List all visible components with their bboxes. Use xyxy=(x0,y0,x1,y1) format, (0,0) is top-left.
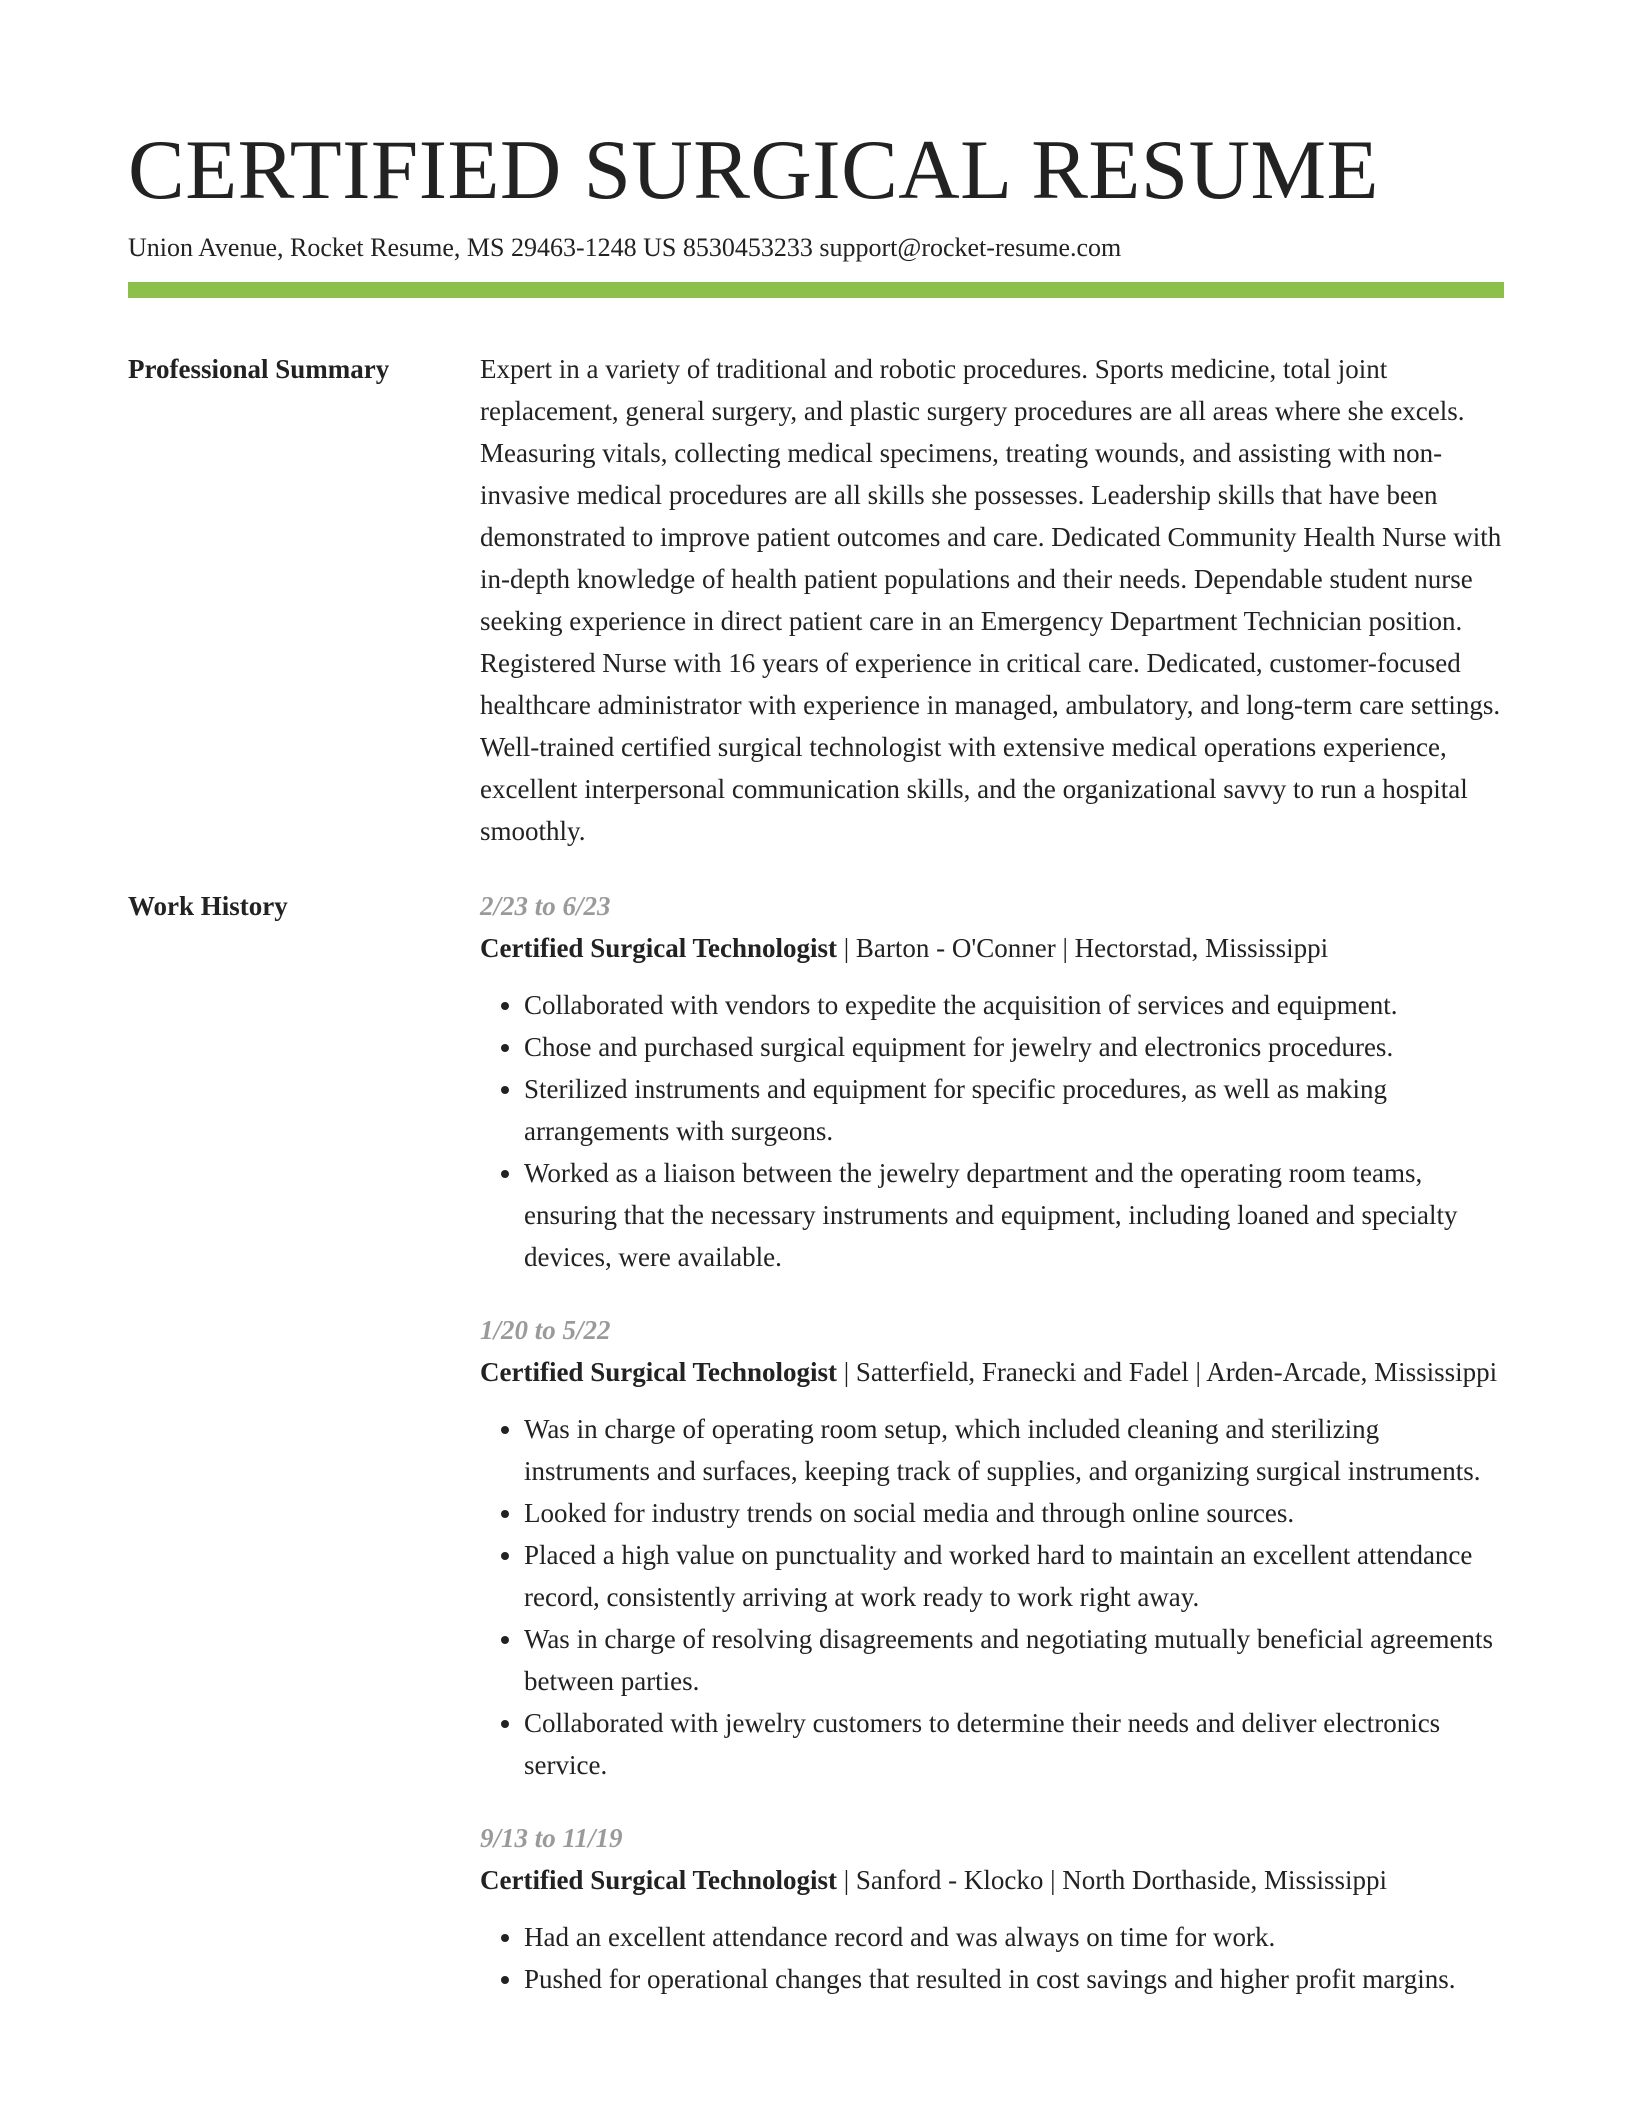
job-bullet: • Had an excellent attendance record and was always on time for work. xyxy=(524,1916,1504,1958)
professional-summary-body xyxy=(480,348,1504,852)
header-divider xyxy=(128,282,1504,298)
job-heading xyxy=(480,927,1504,969)
job-title: Certified Surgical Technologist xyxy=(480,933,837,963)
job-bullet: • Was in charge of resolving disagreements and negotiating mutually beneficial agreements between parties. xyxy=(524,1618,1504,1702)
job-dates: 2/23 to 6/23 xyxy=(480,891,611,921)
job-title: Certified Surgical Technologist xyxy=(480,1357,837,1387)
job-dates: 9/13 to 11/19 xyxy=(480,1823,623,1853)
job-bullet: • Sterilized instruments and equipment for specific procedures, as well as making arrangements with surgeons. xyxy=(524,1068,1504,1152)
job-entry xyxy=(480,1309,1504,1786)
resume-page xyxy=(128,120,1504,2000)
job-entry xyxy=(480,885,1504,1278)
job-bullet: • Collaborated with vendors to expedite the acquisition of services and equipment. xyxy=(524,984,1504,1026)
summary-text: Expert in a variety of traditional and robotic procedures. Sports medicine, total joint replacement, general surgery, and plastic surgery procedures are all areas where she excels. Measuring vitals, collecting medical specimens, treating wounds, and assisting with non-invasive medical procedures are all skills she possesses. Leadership skills that have been demonstrated to improve patient outcomes and care. Dedicated Community Health Nurse with in-depth knowledge of health patient populations and their needs. Dependable student nurse seeking experience in direct patient care in an Emergency Department Technician position. Registered Nurse with 16 years of experience in critical care. Dedicated, customer-focused healthcare administrator with experience in managed, ambulatory, and long-term care settings. Well-trained certified surgical technologist with extensive medical operations experience, excellent interpersonal communication skills, and the organizational savvy to run a hospital smoothly. xyxy=(480,354,1502,846)
work-history-body xyxy=(480,885,1504,2000)
job-employer-location: | Barton - O'Conner | Hectorstad, Mississippi xyxy=(837,933,1329,963)
resume-name: CERTIFIED SURGICAL RESUME xyxy=(128,123,1379,217)
job-bullet: • Worked as a liaison between the jewelry department and the operating room teams, ensuring that the necessary instruments and equipment, including loaned and specialty devices, were available. xyxy=(524,1152,1504,1278)
job-bullet: • Was in charge of operating room setup, which included cleaning and sterilizing instruments and surfaces, keeping track of supplies, and organizing surgical instruments. xyxy=(524,1408,1504,1492)
professional-summary-section xyxy=(128,348,1504,852)
job-bullet: • Chose and purchased surgical equipment for jewelry and electronics procedures. xyxy=(524,1026,1504,1068)
job-bullet-list xyxy=(480,1408,1504,1786)
job-employer-location: | Sanford - Klocko | North Dorthaside, Mississippi xyxy=(837,1865,1388,1895)
resume-header xyxy=(128,120,1504,298)
job-heading xyxy=(480,1859,1504,1901)
section-title-work-history: Work History xyxy=(128,891,288,921)
job-bullet-list xyxy=(480,1916,1504,2000)
contact-phone: 8530453233 xyxy=(682,233,813,262)
job-bullet: • Placed a high value on punctuality and worked hard to maintain an excellent attendance record, consistently arriving at work ready to work right away. xyxy=(524,1534,1504,1618)
section-title-professional-summary: Professional Summary xyxy=(128,354,390,384)
job-bullet-list xyxy=(480,984,1504,1278)
job-title: Certified Surgical Technologist xyxy=(480,1865,837,1895)
contact-line xyxy=(128,230,1504,266)
work-history-section xyxy=(128,885,1504,2000)
job-heading xyxy=(480,1351,1504,1393)
job-employer-location: | Satterfield, Franecki and Fadel | Arden-Arcade, Mississippi xyxy=(837,1357,1498,1387)
job-bullet: • Pushed for operational changes that resulted in cost savings and higher profit margins. xyxy=(524,1958,1504,2000)
job-entry xyxy=(480,1817,1504,2000)
contact-address: Union Avenue, Rocket Resume, MS 29463-1248 US xyxy=(128,233,677,262)
job-bullet: • Looked for industry trends on social media and through online sources. xyxy=(524,1492,1504,1534)
job-dates: 1/20 to 5/22 xyxy=(480,1315,611,1345)
contact-email: support@rocket-resume.com xyxy=(819,233,1122,262)
job-bullet: • Collaborated with jewelry customers to determine their needs and deliver electronics service. xyxy=(524,1702,1504,1786)
